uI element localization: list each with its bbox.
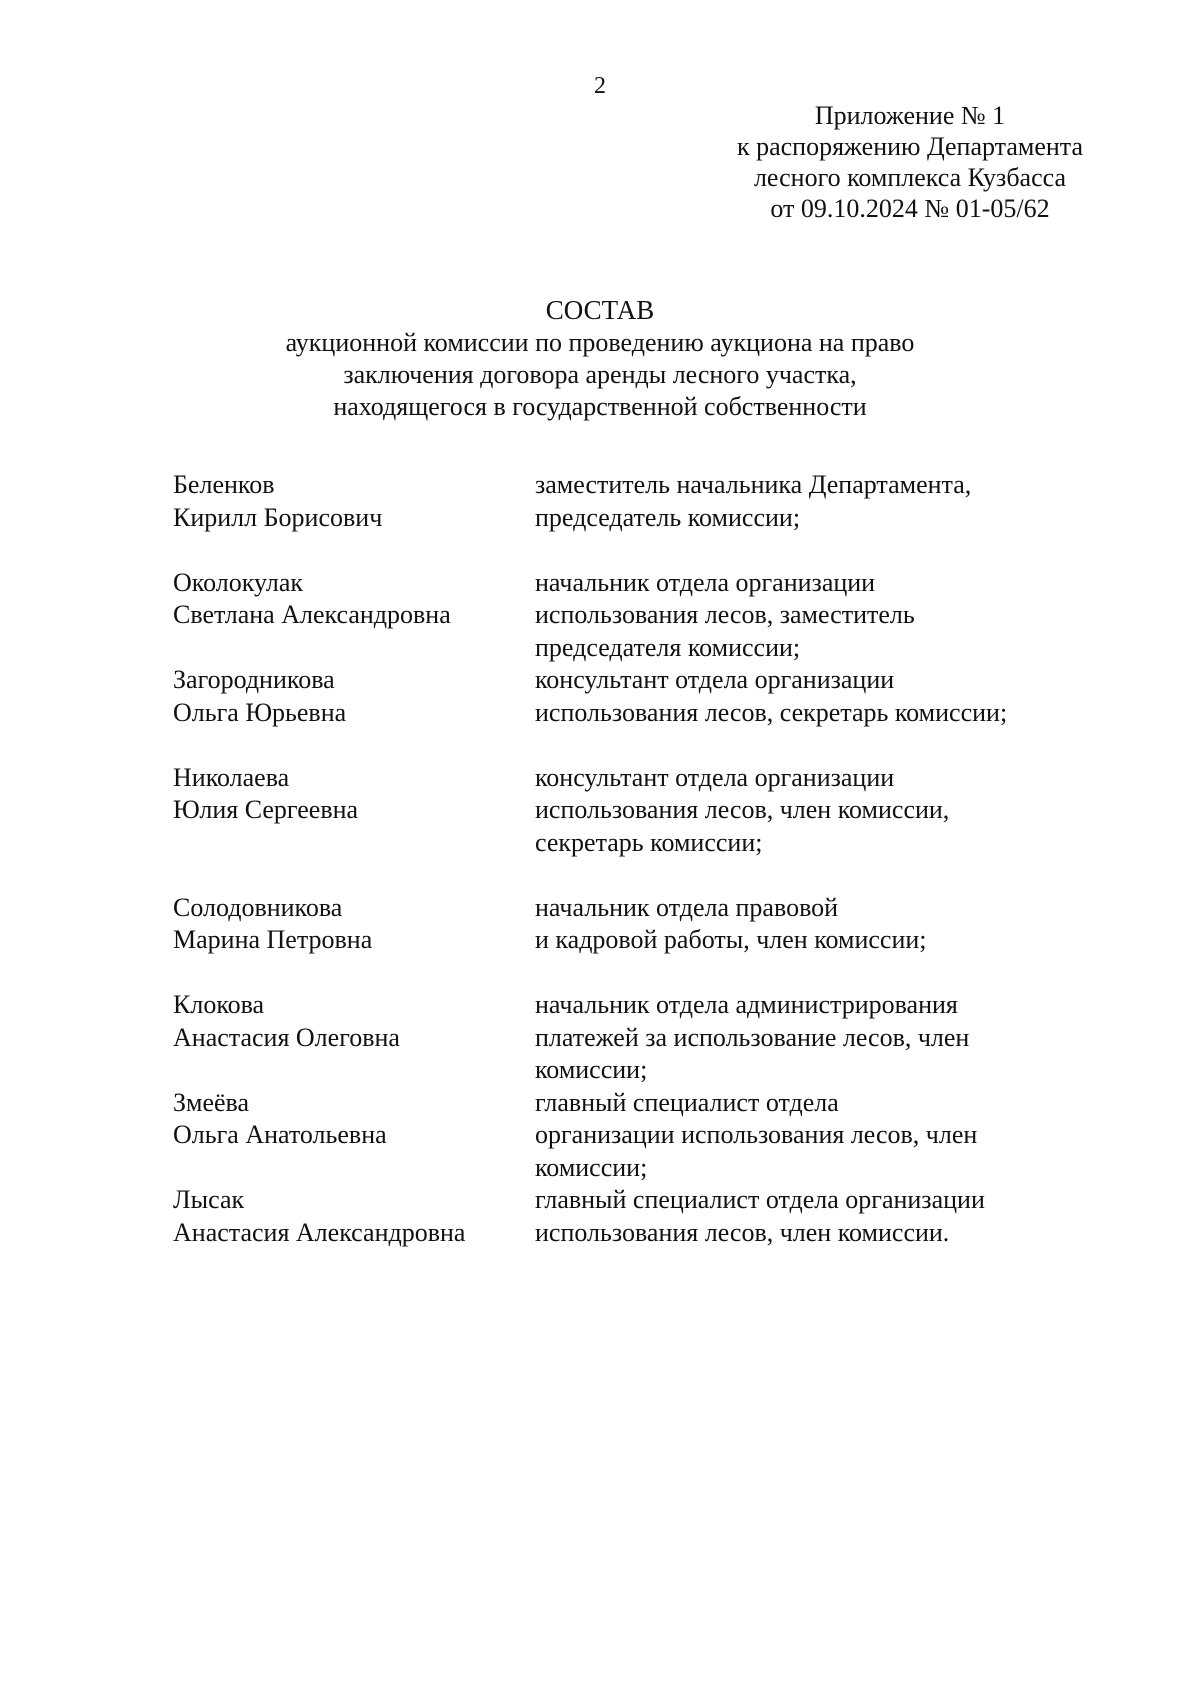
role-line: начальник отдела администрирования <box>535 990 958 1019</box>
member-given-names: Ольга Анатольевна <box>173 1120 387 1149</box>
member-name <box>173 469 535 534</box>
member-surname: Лысак <box>173 1185 245 1214</box>
role-line: использования лесов, член комиссии, <box>535 795 950 824</box>
role-line: главный специалист отдела <box>535 1087 839 1117</box>
member-role <box>535 762 1073 860</box>
role-line: комиссии; <box>535 1055 648 1084</box>
member-surname: Околокулак <box>173 567 303 597</box>
member-role <box>535 1087 1073 1185</box>
document-title <box>0 294 1200 423</box>
annex-department: лесного комплекса Кузбасса <box>753 163 1067 192</box>
member-name <box>173 1184 535 1249</box>
member-row <box>173 664 1073 729</box>
member-given-names: Юлия Сергеевна <box>173 795 359 824</box>
member-given-names: Светлана Александровна <box>173 600 451 629</box>
member-role <box>535 664 1073 729</box>
member-name <box>173 892 535 957</box>
role-line: секретарь комиссии; <box>535 827 763 857</box>
member-name <box>173 567 535 665</box>
member-row <box>173 1087 1073 1185</box>
role-line: начальник отдела правовой <box>535 892 839 922</box>
member-name <box>173 762 535 860</box>
title-line: находящегося в государственной собственности <box>333 392 867 421</box>
role-line: консультант отдела организации <box>535 665 895 694</box>
member-role <box>535 1184 1073 1249</box>
annex-header <box>660 100 1160 224</box>
member-surname: Змеёва <box>173 1087 250 1117</box>
member-row <box>173 1184 1073 1249</box>
member-given-names: Марина Петровна <box>173 925 373 954</box>
member-row <box>173 762 1073 860</box>
role-line: и кадровой работы, член комиссии; <box>535 925 927 954</box>
role-line: использования лесов, член комиссии. <box>535 1217 950 1247</box>
role-line: заместитель начальника Департамента, <box>535 470 972 499</box>
member-name <box>173 989 535 1087</box>
page-number: 2 <box>594 73 606 99</box>
member-given-names: Анастасия Александровна <box>173 1217 466 1247</box>
role-line: председателя комиссии; <box>535 632 801 662</box>
commission-members-list <box>173 469 1073 1249</box>
member-given-names: Анастасия Олеговна <box>173 1022 400 1052</box>
role-line: начальник отдела организации <box>535 567 876 597</box>
member-row <box>173 989 1073 1087</box>
member-name <box>173 664 535 729</box>
member-row <box>173 469 1073 534</box>
member-row <box>173 567 1073 665</box>
member-name <box>173 1087 535 1185</box>
member-surname: Беленков <box>173 470 275 499</box>
role-line: консультант отдела организации <box>535 762 895 792</box>
member-role <box>535 892 1073 957</box>
member-role <box>535 567 1073 665</box>
title-line: заключения договора аренды лесного участка, <box>343 360 857 389</box>
title-line: аукционной комиссии по проведению аукциона на право <box>285 328 915 357</box>
role-line: главный специалист отдела организации <box>535 1185 985 1214</box>
title-main: СОСТАВ <box>545 295 655 325</box>
member-surname: Солодовникова <box>173 892 343 922</box>
annex-date-number: от 09.10.2024 № 01-05/62 <box>770 194 1050 223</box>
member-surname: Загородникова <box>173 665 335 694</box>
member-row <box>173 892 1073 957</box>
role-line: председатель комиссии; <box>535 502 801 532</box>
member-given-names: Кирилл Борисович <box>173 502 383 532</box>
member-surname: Клокова <box>173 990 265 1019</box>
member-role <box>535 469 1073 534</box>
annex-title: Приложение № 1 <box>814 101 1006 130</box>
role-line: использования лесов, заместитель <box>535 600 915 629</box>
member-role <box>535 989 1073 1087</box>
annex-reference: к распоряжению Департамента <box>736 132 1084 161</box>
role-line: комиссии; <box>535 1152 648 1182</box>
role-line: платежей за использование лесов, член <box>535 1022 970 1052</box>
member-given-names: Ольга Юрьевна <box>173 697 347 727</box>
member-surname: Николаева <box>173 762 290 792</box>
role-line: организации использования лесов, член <box>535 1120 978 1149</box>
role-line: использования лесов, секретарь комиссии; <box>535 697 1008 727</box>
